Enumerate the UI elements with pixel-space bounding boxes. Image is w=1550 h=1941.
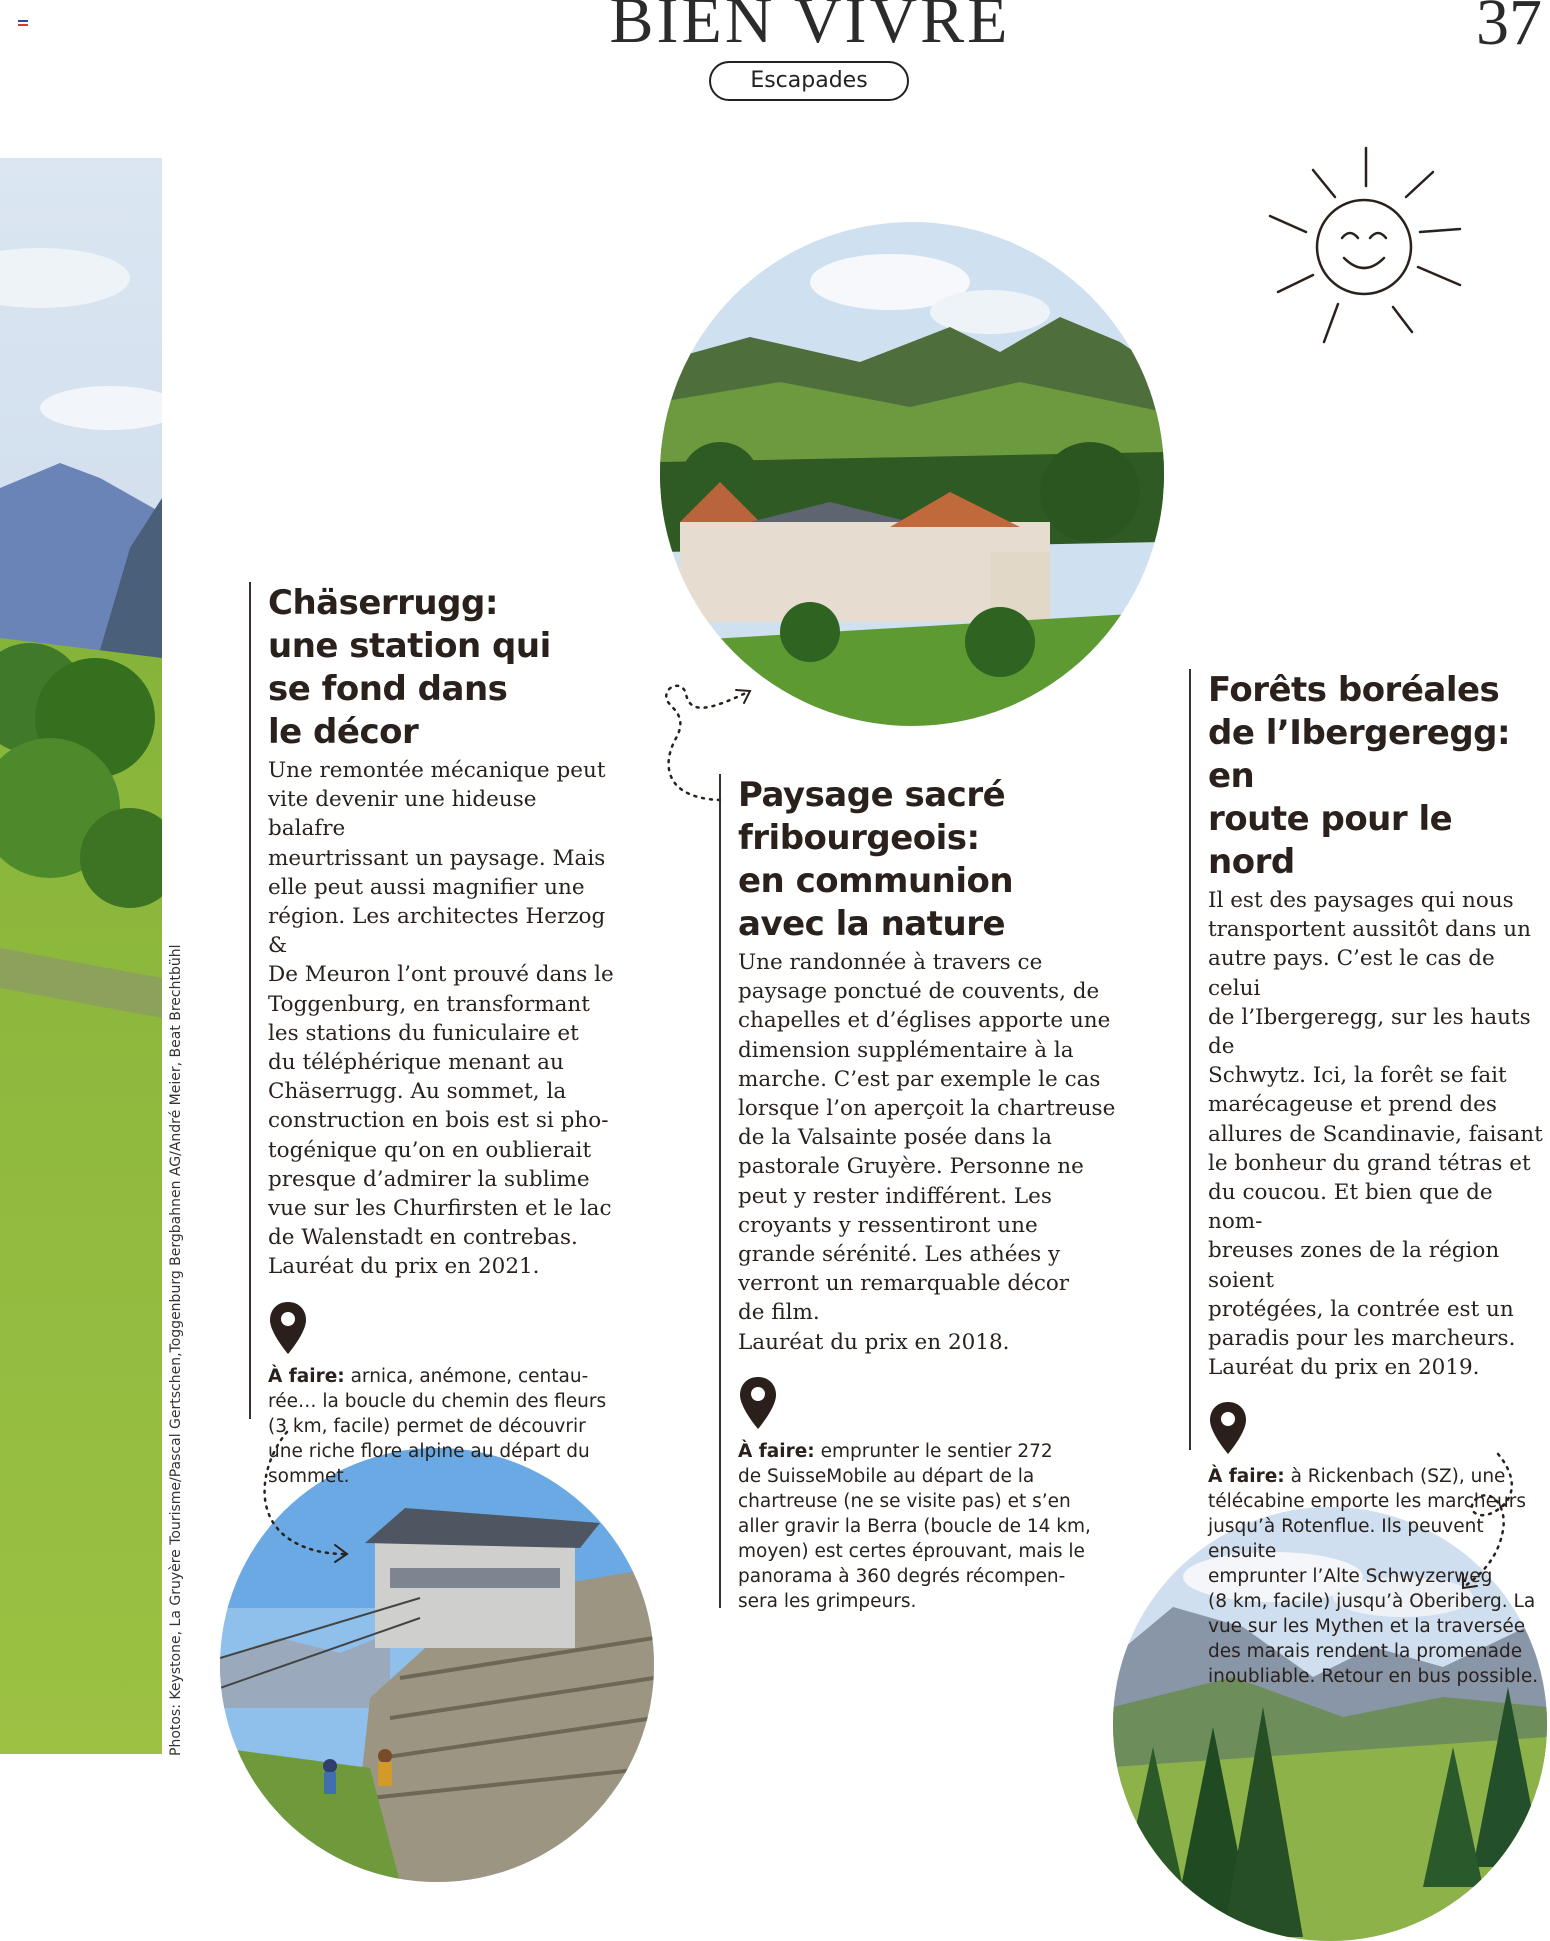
article-title xyxy=(268,582,619,754)
todo-line: de SuisseMobile au départ de la xyxy=(738,1465,1035,1487)
title-line: en communion xyxy=(738,861,1014,901)
body-line: pastorale Gruyère. Personne ne xyxy=(738,1154,1084,1180)
body-line: Il est des paysages qui nous xyxy=(1208,888,1514,913)
title-line: le décor xyxy=(268,712,419,752)
location-pin-icon xyxy=(268,1300,308,1356)
todo-line: des marais rendent la promenade xyxy=(1208,1641,1523,1663)
article-body xyxy=(1208,886,1550,1382)
body-line: breuses zones de la région soient xyxy=(1208,1238,1500,1293)
body-line: grande sérénité. Les athées y xyxy=(738,1242,1061,1268)
todo-label: À faire: xyxy=(1208,1466,1285,1488)
body-line: vite devenir une hideuse balafre xyxy=(268,787,537,842)
body-line: de film. xyxy=(738,1300,820,1326)
title-line: route pour le nord xyxy=(1208,799,1453,882)
title-line: se fond dans xyxy=(268,669,508,709)
body-line: Toggenburg, en transformant xyxy=(268,991,590,1017)
valsainte-photo xyxy=(660,222,1164,726)
todo-line: à Rickenbach (SZ), une xyxy=(1284,1466,1506,1488)
todo-label: À faire: xyxy=(738,1440,815,1462)
article-valsainte xyxy=(719,774,1119,1612)
location-pin-icon xyxy=(738,1375,778,1431)
article-title xyxy=(1208,669,1550,884)
body-line: De Meuron l’ont prouvé dans le xyxy=(268,962,614,988)
rubric-badge: Escapades xyxy=(709,61,909,101)
body-line: togénique qu’on en oublierait xyxy=(268,1137,592,1163)
body-line: meurtrissant un paysage. Mais xyxy=(268,845,606,871)
body-line: protégées, la contrée est un xyxy=(1208,1296,1514,1322)
body-line: marécageuse et prend des xyxy=(1208,1092,1497,1118)
todo-line: rée… la boucle du chemin des fleurs xyxy=(268,1390,607,1412)
body-line: paradis pour les marcheurs. xyxy=(1208,1326,1516,1352)
body-line: allures de Scandinavie, faisant xyxy=(1208,1121,1543,1147)
body-line: verront un remarquable décor xyxy=(738,1271,1070,1297)
body-line: les stations du funiculaire et xyxy=(268,1020,579,1046)
left-landscape-photo xyxy=(0,158,162,1754)
body-line: construction en bois est si pho- xyxy=(268,1108,609,1134)
body-line: région. Les architectes Herzog & xyxy=(268,904,606,959)
body-line: transportent aussitôt dans un xyxy=(1208,917,1531,943)
title-line: Paysage sacré xyxy=(738,775,1006,815)
body-line: Lauréat du prix en 2021. xyxy=(268,1254,540,1280)
body-line: du coucou. Et bien que de nom- xyxy=(1208,1180,1493,1235)
todo-line: (3 km, facile) permet de découvrir xyxy=(268,1415,586,1437)
todo-line: (8 km, facile) jusqu’à Oberiberg. La xyxy=(1208,1591,1536,1613)
todo-block xyxy=(738,1439,1119,1614)
article-body xyxy=(268,756,619,1282)
body-line: Schwytz. Ici, la forêt se fait xyxy=(1208,1063,1507,1089)
todo-line: une riche flore alpine au départ du xyxy=(268,1440,590,1462)
todo-line: télécabine emporte les marcheurs xyxy=(1208,1491,1526,1513)
todo-line: emprunter l’Alte Schwyzerweg xyxy=(1208,1566,1493,1588)
todo-line: arnica, anémone, centau- xyxy=(344,1365,589,1387)
body-line: chapelles et d’églises apporte une xyxy=(738,1008,1111,1034)
photo-credit: Photos: Keystone, La Gruyère Tourisme/Pascal Gertschen,Toggenburg Bergbahnen AG/André Meier, Beat Brechtbühl xyxy=(168,944,184,1756)
location-pin-icon xyxy=(1208,1400,1248,1456)
body-line: autre pays. C’est le cas de celui xyxy=(1208,946,1495,1001)
title-line: de l’Ibergeregg: en xyxy=(1208,713,1511,796)
title-line: Chäserrugg: xyxy=(268,583,498,623)
body-line: elle peut aussi magnifier une xyxy=(268,874,585,900)
body-line: Une remontée mécanique peut xyxy=(268,758,606,783)
todo-line: panorama à 360 degrés récompen- xyxy=(738,1565,1066,1587)
body-line: vue sur les Churfirsten et le lac xyxy=(268,1196,612,1222)
body-line: Une randonnée à travers ce xyxy=(738,950,1043,975)
todo-block xyxy=(268,1364,619,1489)
corner-flag-mark xyxy=(18,20,28,28)
body-line: de l’Ibergeregg, sur les hauts de xyxy=(1208,1004,1531,1060)
title-line: Forêts boréales xyxy=(1208,670,1500,710)
todo-line: sera les grimpeurs. xyxy=(738,1590,917,1612)
todo-line: emprunter le sentier 272 xyxy=(814,1440,1053,1462)
body-line: du téléphérique menant au xyxy=(268,1050,564,1076)
title-line: fribourgeois: xyxy=(738,818,980,858)
todo-line: sommet. xyxy=(268,1465,350,1487)
body-line: de Walenstadt en contrebas. xyxy=(268,1225,578,1251)
body-line: marche. C’est par exemple le cas xyxy=(738,1066,1101,1092)
page-number: 37 xyxy=(1476,0,1542,59)
todo-block xyxy=(1208,1464,1550,1689)
body-line: croyants y ressentiront une xyxy=(738,1212,1038,1238)
section-title: BIEN VIVRE xyxy=(609,0,1011,57)
todo-line: aller gravir la Berra (boucle de 14 km, xyxy=(738,1515,1091,1537)
body-line: dimension supplémentaire à la xyxy=(738,1037,1074,1063)
smiling-sun-doodle xyxy=(1268,142,1468,347)
body-line: Lauréat du prix en 2019. xyxy=(1208,1355,1480,1381)
body-line: paysage ponctué de couvents, de xyxy=(738,979,1100,1005)
todo-line: chartreuse (ne se visite pas) et s’en xyxy=(738,1490,1071,1512)
title-line: une station qui xyxy=(268,626,551,666)
todo-label: À faire: xyxy=(268,1365,345,1387)
body-line: peut y rester indifférent. Les xyxy=(738,1183,1052,1209)
body-line: lorsque l’on aperçoit la chartreuse xyxy=(738,1096,1116,1122)
todo-line: moyen) est certes éprouvant, mais le xyxy=(738,1540,1085,1562)
todo-line: jusqu’à Rotenflue. Ils peuvent ensuite xyxy=(1208,1516,1484,1563)
body-line: le bonheur du grand tétras et xyxy=(1208,1150,1531,1176)
todo-line: inoubliable. Retour en bus possible. xyxy=(1208,1666,1539,1688)
article-chaserrugg xyxy=(249,582,619,1487)
article-title xyxy=(738,774,1119,946)
article-ibergeregg xyxy=(1189,669,1550,1688)
body-line: Lauréat du prix en 2018. xyxy=(738,1329,1010,1355)
body-line: Chäserrugg. Au sommet, la xyxy=(268,1079,567,1105)
body-line: presque d’admirer la sublime xyxy=(268,1166,590,1192)
article-body xyxy=(738,948,1119,1357)
todo-line: vue sur les Mythen et la traversée xyxy=(1208,1616,1526,1638)
title-line: avec la nature xyxy=(738,904,1006,944)
body-line: de la Valsainte posée dans la xyxy=(738,1125,1052,1151)
